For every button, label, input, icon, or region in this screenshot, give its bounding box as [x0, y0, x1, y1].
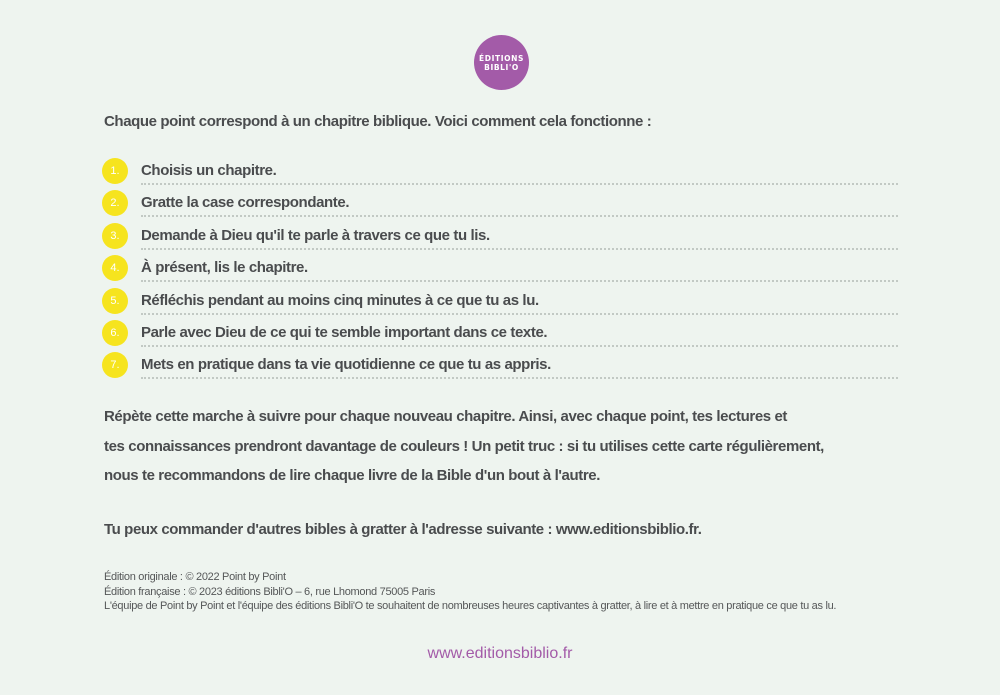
step-text: À présent, lis le chapitre.: [141, 259, 308, 277]
credit-wishes: L'équipe de Point by Point et l'équipe des éditions Bibli'O te souhaitent de nombreuses heures captivantes à gratter, à lire et à mettre en pratique ce que tu as lu.: [104, 600, 837, 612]
step-item: [102, 188, 898, 220]
paragraph-line: tes connaissances prendront davantage de couleurs ! Un petit truc : si tu utilises cette carte régulièrement,: [104, 437, 824, 455]
credits-block: [104, 570, 836, 614]
step-number-badge: 7.: [102, 352, 128, 378]
step-item: [102, 156, 898, 188]
step-item: [102, 253, 898, 285]
step-text: Parle avec Dieu de ce qui te semble important dans ce texte.: [141, 323, 548, 341]
intro-text: Chaque point correspond à un chapitre biblique. Voici comment cela fonctionne :: [104, 113, 652, 130]
step-text: Mets en pratique dans ta vie quotidienne ce que tu as appris.: [141, 356, 551, 374]
dotted-divider: [141, 377, 898, 379]
instructions-paragraph: [104, 408, 824, 497]
dotted-divider: [141, 345, 898, 347]
dotted-divider: [141, 280, 898, 282]
credit-french-edition: Édition française : © 2023 éditions Bibli'O – 6, rue Lhomond 75005 Paris: [104, 585, 436, 598]
step-text: Demande à Dieu qu'il te parle à travers ce que tu lis.: [141, 226, 490, 244]
step-number-badge: 6.: [102, 320, 128, 346]
step-number-badge: 1.: [102, 158, 128, 184]
step-number-badge: 4.: [102, 255, 128, 281]
step-item: [102, 318, 898, 350]
step-number-badge: 3.: [102, 223, 128, 249]
step-number-badge: 5.: [102, 288, 128, 314]
dotted-divider: [141, 183, 898, 185]
step-item: [102, 221, 898, 253]
step-text: Gratte la case correspondante.: [141, 194, 350, 212]
dotted-divider: [141, 215, 898, 217]
editions-biblio-logo: [474, 35, 529, 90]
credit-original-edition: Édition originale : © 2022 Point by Point: [104, 571, 286, 583]
paragraph-line: Répète cette marche à suivre pour chaque nouveau chapitre. Ainsi, avec chaque point, tes lectures et: [104, 408, 788, 425]
step-number-badge: 2.: [102, 190, 128, 216]
logo-line-1: ÉDITIONS: [479, 53, 524, 63]
step-text: Réfléchis pendant au moins cinq minutes à ce que tu as lu.: [141, 291, 539, 309]
step-item: [102, 286, 898, 318]
order-info: Tu peux commander d'autres bibles à gratter à l'adresse suivante : www.editionsbiblio.fr.: [104, 521, 702, 538]
paragraph-line: nous te recommandons de lire chaque livre de la Bible d'un bout à l'autre.: [104, 467, 600, 484]
dotted-divider: [141, 248, 898, 250]
step-text: Choisis un chapitre.: [141, 162, 277, 179]
website-link[interactable]: www.editionsbiblio.fr: [427, 645, 573, 662]
step-item: [102, 350, 898, 382]
steps-list: [102, 156, 898, 383]
logo-line-2: BIBLI'O: [484, 62, 519, 72]
dotted-divider: [141, 313, 898, 315]
